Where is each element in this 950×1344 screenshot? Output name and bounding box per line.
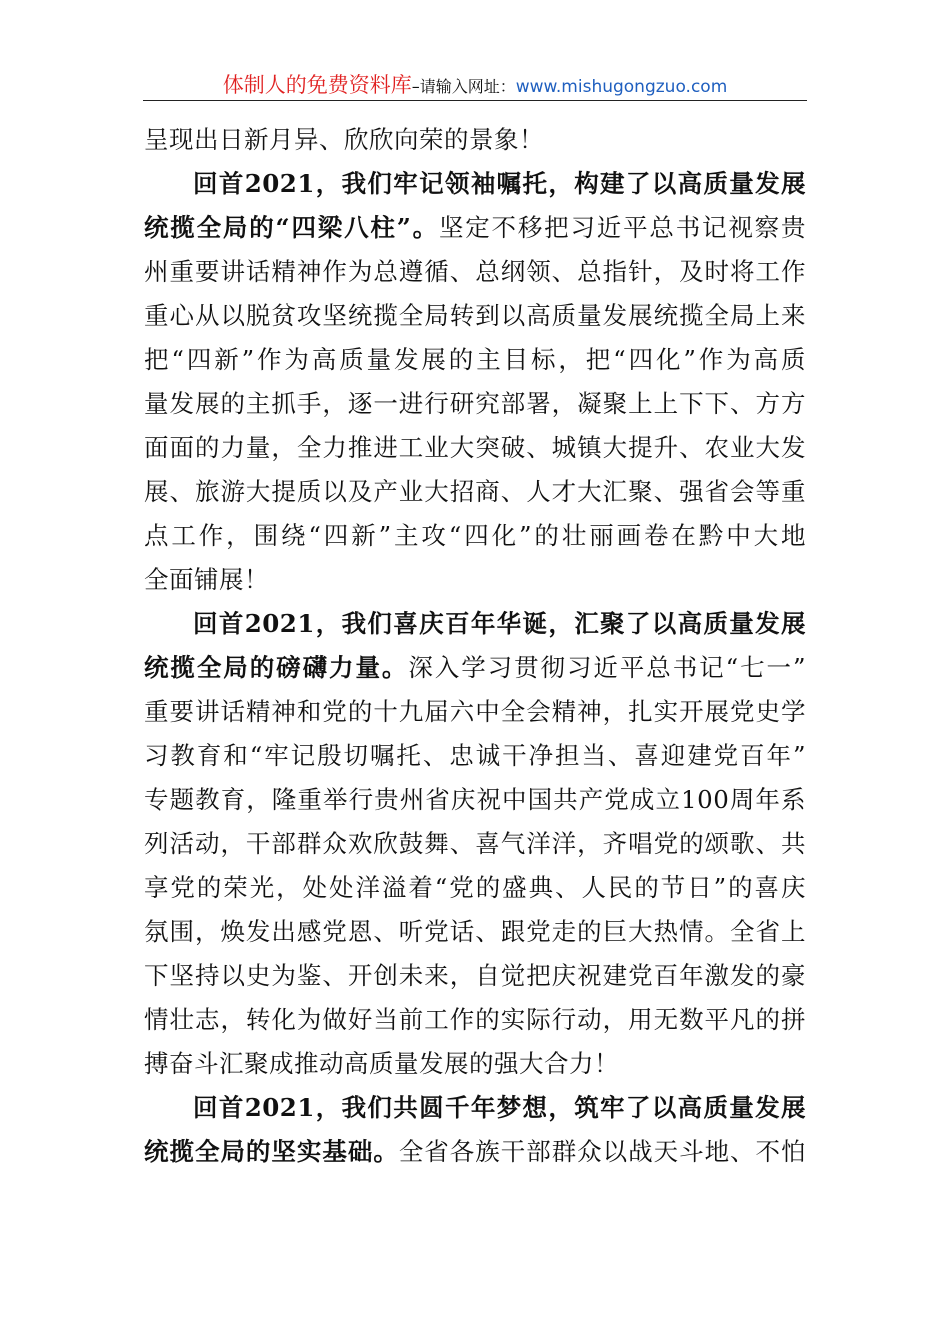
- header-brand: 体制人的免费资料库: [222, 73, 412, 97]
- text-line: 享党的荣光，处处洋溢着“党的盛典、人民的节日”的喜庆: [144, 873, 806, 902]
- document-body: [144, 118, 806, 1174]
- header-prompt: –请输入网址：: [411, 77, 516, 96]
- text-line: 回首2021，我们共圆千年梦想，筑牢了以高质量发展: [193, 1093, 806, 1122]
- text-line: 州重要讲话精神作为总遵循、总纲领、总指针，及时将工作: [144, 257, 806, 286]
- page-header: [143, 70, 807, 100]
- text-line: 全面铺展！: [144, 565, 269, 594]
- text-line: 情壮志，转化为做好当前工作的实际行动，用无数平凡的拼: [144, 1005, 806, 1034]
- text-line: 重心从以脱贫攻坚统揽全局转到以高质量发展统揽全局上来: [144, 301, 806, 330]
- header-divider: [143, 100, 807, 101]
- text-line: 量发展的主抓手，逐一进行研究部署，凝聚上上下下、方方: [144, 389, 806, 418]
- text-line: 统揽全局的磅礴力量。深入学习贯彻习近平总书记“七一”: [144, 653, 806, 682]
- text-line: 点工作，围绕“四新”主攻“四化”的壮丽画卷在黔中大地: [144, 521, 806, 550]
- text-line: 展、旅游大提质以及产业大招商、人才大汇聚、强省会等重: [144, 477, 806, 506]
- text-line: 面面的力量，全力推进工业大突破、城镇大提升、农业大发: [144, 433, 806, 462]
- text-line: 习教育和“牢记殷切嘱托、忠诚干净担当、喜迎建党百年”: [144, 741, 806, 770]
- text-line: 专题教育，隆重举行贵州省庆祝中国共产党成立100周年系: [144, 785, 806, 814]
- text-line: 呈现出日新月异、欣欣向荣的景象！: [144, 125, 544, 154]
- text-line: 氛围，焕发出感党恩、听党话、跟党走的巨大热情。全省上: [144, 917, 806, 946]
- text-line: 回首2021，我们牢记领袖嘱托，构建了以高质量发展: [193, 169, 806, 198]
- text-line: 列活动，干部群众欢欣鼓舞、喜气洋洋，齐唱党的颂歌、共: [144, 829, 806, 858]
- text-line: 统揽全局的“四梁八柱”。坚定不移把习近平总书记视察贵: [144, 213, 806, 242]
- text-line: 下坚持以史为鉴、开创未来，自觉把庆祝建党百年激发的豪: [144, 961, 806, 990]
- text-line: 统揽全局的坚实基础。全省各族干部群众以战天斗地、不怕: [144, 1137, 806, 1166]
- text-line: 重要讲话精神和党的十九届六中全会精神，扎实开展党史学: [144, 697, 806, 726]
- text-line: 搏奋斗汇聚成推动高质量发展的强大合力！: [144, 1049, 619, 1078]
- text-line: 把“四新”作为高质量发展的主目标，把“四化”作为高质: [144, 345, 806, 374]
- text-line: 回首2021，我们喜庆百年华诞，汇聚了以高质量发展: [193, 609, 806, 638]
- header-url-link[interactable]: www.mishugongzuo.com: [515, 77, 728, 97]
